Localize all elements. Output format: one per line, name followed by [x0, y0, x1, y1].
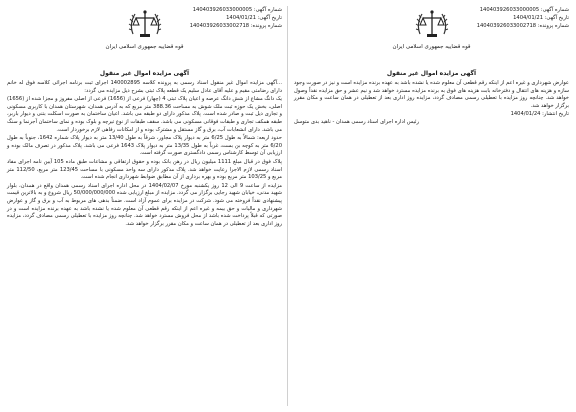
- notice-meta: [190, 6, 282, 30]
- org-title: قوه قضاییه جمهوری اسلامی ایران: [105, 44, 184, 50]
- right-notice-header: [290, 4, 573, 68]
- right-notice-column: [290, 4, 573, 408]
- judiciary-emblem-icon: [410, 6, 454, 44]
- notice-paragraph: پلاک فوق در قبال مبلغ 1111 میلیون ریال در رهن بانک بوده و حقوق ارتفاقی و مشاعات طبق ماده 105 آیین نامه اجرای مفاد اسناد رسمی لازم الاجرا رعایت خواهد شد. پلاک مذکور دارای سه واحد مسکونی با مساحت 123/45 متر مربع، 112/50 متر مربع و 103/25 متر مربع بوده و بهره برداری از آن مطابق ضوابط شهرداری انجام شده است.: [7, 158, 282, 181]
- notice-number: شماره آگهی: 140403926033000005: [192, 7, 282, 13]
- case-number: شماره پرونده: 140403926033002718: [476, 23, 569, 29]
- right-notice-title: آگهی مزایده اموال غیر منقول: [386, 70, 477, 77]
- notice-paragraph: عوارض شهرداری و غیره اعم از اینکه رقم قطعی آن معلوم شده یا نشده باشد به عهده برنده مزایده است و نیز در صورت وجود سازه و هزینه های انتقال و دفترخانه بابت هزینه های فوق به برنده مزایده مسترد خواهد شد و نیم عشر و حق مزایده نقداً وصول خواهد شد. چنانچه روز مزایده با تعطیلی رسمی مصادف گردد، مزایده روز اداری بعد از تعطیلی در همان ساعت و مکان مقرر برگزار خواهد شد.: [294, 80, 569, 109]
- left-notice-header: [3, 4, 286, 68]
- notice-number: شماره آگهی: 140403926033000005: [479, 7, 569, 13]
- left-notice-title: آگهی مزایده اموال غیر منقول: [99, 70, 190, 77]
- notice-paragraph: یک دانگ مشاع از شش دانگ عرصه و اعیان پلاک ثبتی 4 (چهار) فرعی از (1656) فرعی از اصلی مفروز و مجزا شده از (1656) اصلی، بخش یک حوزه ثبت ملک شوش به مساحت 388.36 متر مربع که به آدرس همدان، شهرستان همدان با کاربری مسکونی و تجاری ذیل ثبت و صادر شده است. پلاک مذکور دارای دو طبقه می باشد. اعیان ساختمان به صورت اسکلت بتنی و دیوار باربر، طبقه همکف تجاری و طبقات فوقانی مسکونی می باشد. سقف طبقات از نوع تیرچه و بلوک بوده و نمای ساختمان آجرنما و سنگ می باشد. دارای انشعابات آب، برق و گاز مستقل و مشترک بوده و از امکانات رفاهی لازم برخوردار است.: [7, 96, 282, 133]
- judiciary-emblem-icon: [123, 6, 167, 44]
- right-notice-body: [290, 80, 573, 110]
- notice-paragraph: مزایده از ساعت 9 الی 12 روز یکشنبه مورخ 1404/02/07 در محل اداره اجرای اسناد رسمی همدان واقع در همدان، بلوار شهید مدنی، خیابان شهید رجایی برگزار می گردد. مزایده از مبلغ ارزیابی شده 50/000/000/000 ریال شروع و به بالاترین قیمت پیشنهادی نقداً فروخته می شود. شرکت در مزایده برای عموم آزاد است. ضمناً بدهی های مربوط به آب و برق و گاز و عوارض شهرداری و مالیات و حق بیمه و غیره اعم از اینکه رقم قطعی آن معلوم شده یا نشده باشد به عهده برنده مزایده است و در صورتی که قبلاً پرداخت شده باشد از محل فروش مسترد خواهد شد. چنانچه روز مزایده با تعطیلی رسمی مصادف گردد، مزایده روز اداری بعد از تعطیلی در همان ساعت و مکان مقرر برگزار خواهد شد.: [7, 182, 283, 227]
- left-notice-column: [3, 4, 286, 408]
- column-divider: [287, 6, 288, 406]
- notice-paragraph: حدود اربعه: شمالاً به طول 6/25 متر به دیوار پلاک مجاور، شرقاً به طول 13/40 متر به دیوار پلاک شماره 1642، جنوباً به طول 6/20 متر به کوچه بن بست، غرباً به طول 13/35 متر به دیوار پلاک 1643 فرعی می باشد. پلاک مذکور در تصرف مالک بوده و ارزیابی آن توسط کارشناس رسمی دادگستری صورت گرفته است.: [7, 135, 283, 157]
- notice-date: تاریخ آگهی: 1404/01/21: [226, 15, 282, 21]
- notice-paragraph: ...آگهی مزایده اموال غیر منقول اسناد رسمی به پرونده کلاسه 140002895 اجرای ثبت برنامه اجرائی کلاسه فوق له خانم دارای رضامتی مقیم و علیه آقای عادل سلیم یک قطعه پلاک ثبتی بشرح ذیل مزایده می گردد:: [7, 80, 282, 94]
- notice-date: تاریخ آگهی: 1404/01/21: [513, 15, 569, 21]
- case-number: شماره پرونده: 140403926033002718: [189, 23, 282, 29]
- org-title: قوه قضاییه جمهوری اسلامی ایران: [392, 44, 471, 50]
- notice-meta: [477, 6, 569, 30]
- signature: رئیس اداره اجرای اسناد رسمی همدان - ناهید بدی متوسل: [294, 118, 419, 125]
- left-notice-body: [3, 80, 286, 228]
- publish-date: تاریخ انتشار: 1404/01/24: [510, 111, 569, 118]
